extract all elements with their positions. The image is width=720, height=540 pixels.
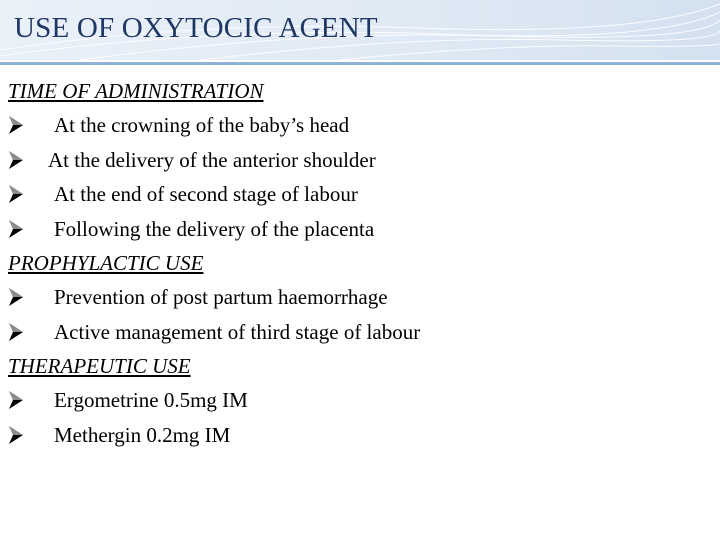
arrowhead-bullet-icon xyxy=(8,150,24,170)
bullet-text: Prevention of post partum haemorrhage xyxy=(54,285,388,309)
section-heading-time-of-administration: TIME OF ADMINISTRATION xyxy=(8,79,264,103)
slide-content xyxy=(8,74,708,452)
section-heading-therapeutic-use: THERAPEUTIC USE xyxy=(8,354,191,378)
bullet-item xyxy=(8,315,708,350)
bullet-item xyxy=(8,383,708,418)
bullet-text: At the end of second stage of labour xyxy=(54,182,358,206)
arrowhead-bullet-icon xyxy=(8,184,24,204)
bullet-item xyxy=(8,108,708,143)
arrowhead-bullet-icon xyxy=(8,425,24,445)
title-divider xyxy=(0,62,720,65)
arrowhead-bullet-icon xyxy=(8,115,24,135)
arrowhead-bullet-icon xyxy=(8,322,24,342)
bullet-item xyxy=(8,212,708,247)
bullet-text: At the delivery of the anterior shoulder xyxy=(48,147,376,172)
bullet-item xyxy=(8,143,708,178)
bullet-text: Following the delivery of the placenta xyxy=(54,216,375,241)
bullet-text: Active management of third stage of labour xyxy=(54,319,421,344)
bullet-text: At the crowning of the baby’s head xyxy=(54,113,350,137)
bullet-text: Methergin 0.2mg IM xyxy=(54,422,231,447)
arrowhead-bullet-icon xyxy=(8,287,24,307)
arrowhead-bullet-icon xyxy=(8,390,24,410)
arrowhead-bullet-icon xyxy=(8,219,24,239)
bullet-item xyxy=(8,280,708,315)
bullet-item xyxy=(8,418,708,453)
bullet-text: Ergometrine 0.5mg IM xyxy=(54,388,248,412)
section-heading-prophylactic-use: PROPHYLACTIC USE xyxy=(8,251,204,275)
slide-title: USE OF OXYTOCIC AGENT xyxy=(14,12,378,44)
bullet-item xyxy=(8,177,708,212)
